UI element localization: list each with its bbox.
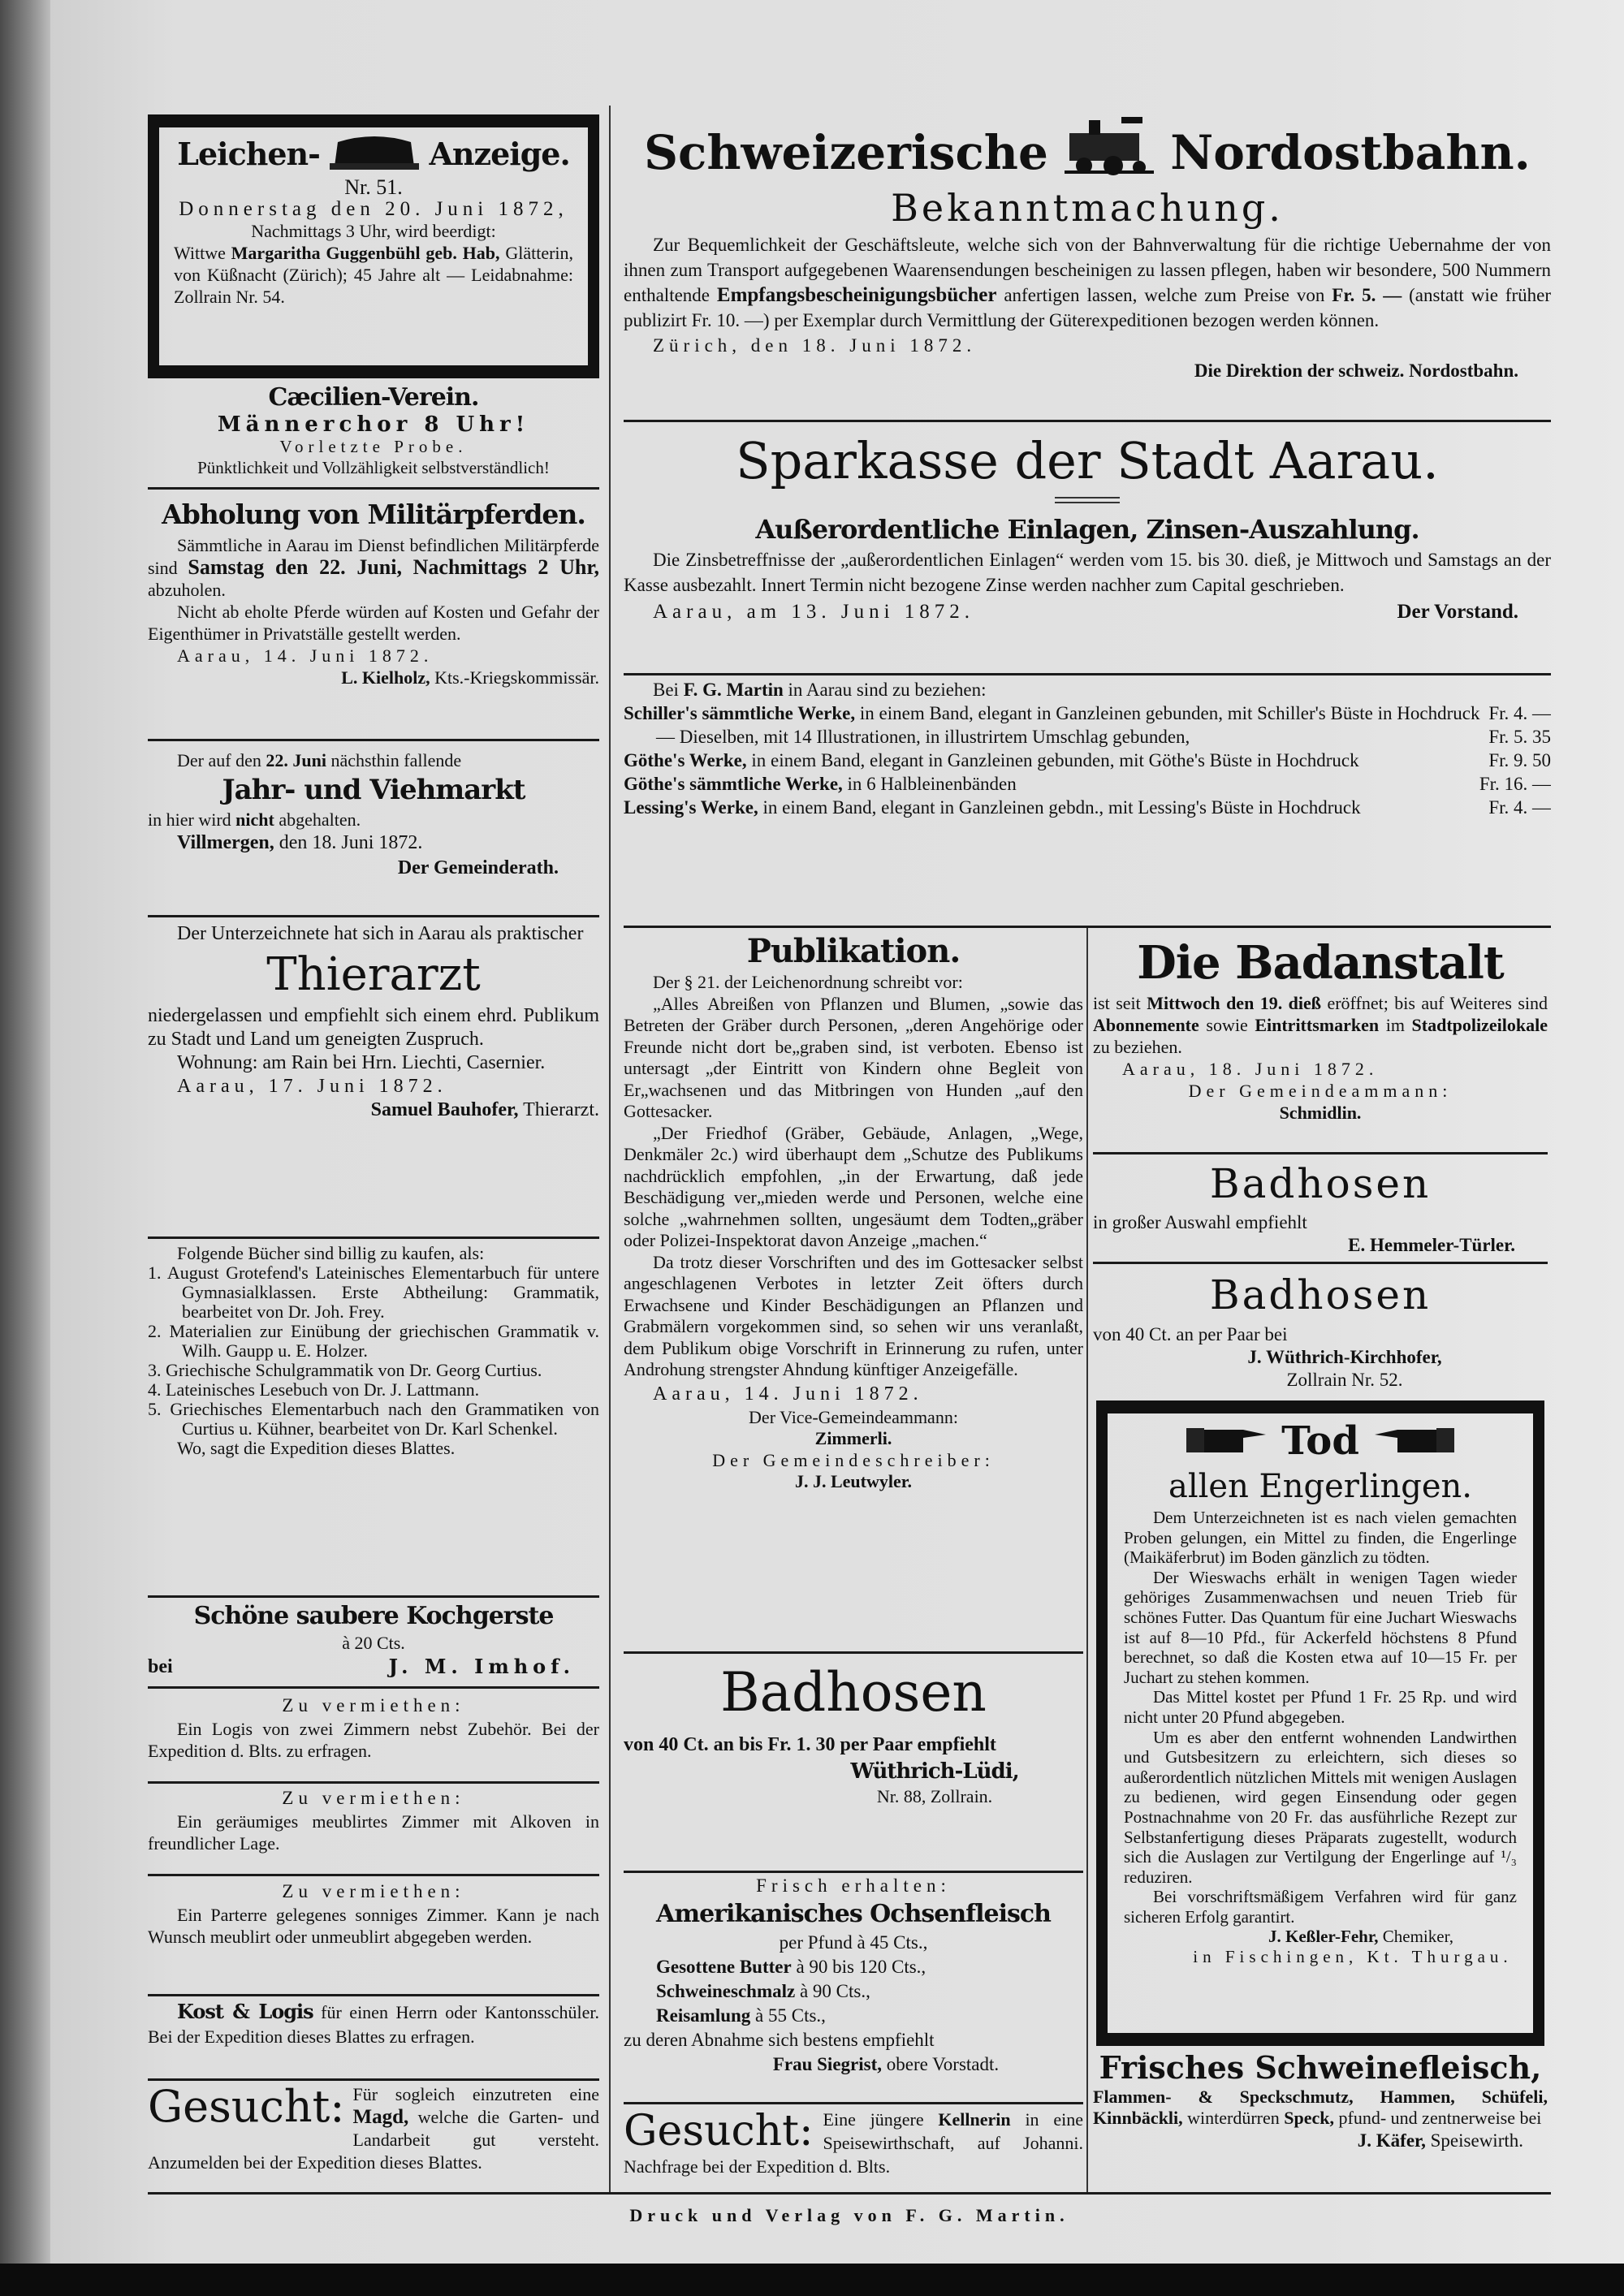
funeral-notice: Leichen- Anzeige. Nr. 51. Donnerstag den 20. Juni 1872, Nachmittags 3 Uhr, wird beerdigt: Wittwe Margaritha Guggenbühl geb. Hab, Glätterin, von Küßnacht (Zürich); 45 Jahre alt — Leidabnahme: Zollrain Nr. 54. <box>148 114 599 378</box>
pointing-hand-icon <box>1373 1422 1454 1457</box>
list-item: Schiller's sämmtliche Werke, in einem Band, elegant in Ganzleinen gebunden, mit Schiller's Büste in Hochdruck Fr. 4. — <box>624 703 1551 723</box>
divider <box>624 926 1551 928</box>
divider <box>624 420 1551 422</box>
caecilien-notice: Cæcilien-Verein. Männerchor 8 Uhr! Vorletzte Probe. Pünktlichkeit und Vollzähligkeit selbstverständlich! <box>197 383 550 477</box>
grub-killer-ad: Tod allen Engerlingen. Dem Unterzeichneten ist es nach vielen gemachten Proben gelungen, ein Mittel zu finden, die Engerlinge (Maikäferbrut) im Boden gänzlich zu tödten. Der Wieswachs erhält in wenigen Tagen wieder gehöriges Zusammenwachsen und neuen Trieb für schönes Futter. Das Quantum für eine Juchart Wieswachs ist auf 8—10 Pfd., für Ackerfeld höchstens 8 Pfund berechnet, so daß die Kosten etwa auf 10—15 Fr. per Juchart zu stehen kommen. Das Mittel kostet per Pfund 1 Fr. 25 Rp. und wird nicht unter 20 Pfund abgegeben. Um es aber den entfernt wohnenden Landwirthen und Gutsbesitzern zu erleichtern, sich dieses so außerordentlich nützlichen Mittels mit wenigen Auslagen zu bedienen, wird gegen Einsendung oder gegen Postnachnahme von 20 Fr. das ausführliche Rezept zur Selbstanfertigung dieses Präparats zugestellt, wodurch sich die Auslagen zur Vertilgung der Engerlinge auf ¹/₃ reduziren. Bei vorschriftsmäßigem Verfahren wird für ganz sicheren Erfolg garantirt. J. Keßler-Fehr, Chemiker, in Fischingen, Kt. Thurgau. <box>1096 1400 1544 2046</box>
fresh-goods-ad: Frisch erhalten: Amerikanisches Ochsenfleisch per Pfund à 45 Cts., Gesottene Butter à 90 bis 120 Cts., Schweineschmalz à 90 Cts., Reisamlung à 55 Cts., zu deren Abnahme sich bestens empfiehlt Frau Siegrist, obere Vorstadt. <box>624 1875 1051 2074</box>
divider <box>148 2192 1551 2195</box>
list-item: — Dieselben, mit 14 Illustrationen, in illustrirtem Umschlag gebunden, Fr. 5. 35 <box>656 727 1551 747</box>
divider <box>148 1994 599 1996</box>
list-item: 4. Lateinisches Lesebuch von Dr. J. Lattmann. <box>148 1379 480 1400</box>
locomotive-icon <box>1065 117 1154 175</box>
barley-ad: Schöne saubere Kochgerste à 20 Cts. bei J. M. Imhof. <box>148 1602 575 1678</box>
military-horses-notice: Abholung von Militärpferden. Sämmtliche in Aarau im Dienst befindlichen Militärpferde sind Samstag den 22. Juni, Nachmittags 2 Uhr, abzuholen. Nicht ab eholte Pferde würden auf Kosten und Gefahr der Eigenthümer in Privatställe gestellt werden. Aarau, 14. Juni 1872. L. Kielholz, Kts.-Kriegskommissär. <box>148 498 599 688</box>
divider <box>148 1595 599 1598</box>
divider <box>148 2078 599 2081</box>
bathing-trunks-ad: Badhosen von 40 Ct. an per Paar bei J. Wüthrich-Kirchhofer, Zollrain Nr. 52. <box>1093 1271 1442 1390</box>
divider <box>624 2102 1083 2104</box>
divider <box>148 1874 599 1876</box>
bathhouse-notice: Die Badanstalt ist seit Mittwoch den 19. dieß eröffnet; bis auf Weiteres sind Abonnemente sowie Eintrittsmarken im Stadtpolizeilokale zu beziehen. Aarau, 18. Juni 1872. Der Gemeindeammann: Schmidlin. <box>1093 936 1548 1123</box>
divider <box>1093 1152 1548 1154</box>
list-item: 3. Griechische Schulgrammatik von Dr. Georg Curtius. <box>148 1360 542 1380</box>
butcher-title: Speisewirth. <box>1430 2130 1523 2151</box>
notice-number: Nr. 51. <box>344 175 403 199</box>
veterinarian-notice: Der Unterzeichnete hat sich in Aarau als praktischer Thierarzt niedergelassen und empfiehlt sich einem ehrd. Publikum zu Stadt und Land um geneigten Zuspruch. Wohnung: am Rain bei Hrn. Liechti, Casernier. Aarau, 17. Juni 1872. Samuel Bauhofer, Thierarzt. <box>148 923 599 1120</box>
rent-ad: Zu vermiethen: Ein Parterre gelegenes sonniges Zimmer. Kann je nach Wunsch meublirt oder unmeublirt abgegeben werden. <box>148 1881 599 1947</box>
books-for-sale: Folgende Bücher sind billig zu kaufen, als: 1. August Grotefend's Lateinisches Elementarbuch für untere Gymnasialklassen. Erste Abtheilung: Grammatik, bearbeitet von Dr. Joh. Frey. 2. Materialien zur Einübung der griechischen Grammatik v. Wilh. Gaupp u. E. Holzer. 3. Griechische Schulgrammatik von Dr. Georg Curtius. 4. Lateinisches Lesebuch von Dr. J. Lattmann. 5. Griechisches Elementarbuch nach den Grammatiken von Curtius u. Kühner, bearbeitet von Dr. Karl Schenkel. Wo, sagt die Expedition dieses Blattes. <box>148 1244 599 1458</box>
nordostbahn-notice: Schweizerische Nordostbahn. Bekanntmachung. Zur Bequemlichkeit der Geschäftsleute, welche sich von der Bahnverwaltung für die richtige Uebernahme der von ihnen zum Transport aufgegebenen Waarensendungen bescheinigen zu lassen pflegen, haben wir besondere, 500 Nummern enthaltende Empfangsbescheinigungsbücher anfertigen lassen, welche zum Preise von Fr. 5. — (anstatt wie früher publizirt Fr. 10. —) per Exemplar durch Vermittlung der Güterexpeditionen bezogen werden können. Zürich, den 18. Juni 1872. Die Direktion der schweiz. Nordostbahn. <box>624 117 1551 416</box>
divider <box>148 915 599 917</box>
rent-ad: Zu vermiethen: Ein geräumiges meublirtes Zimmer mit Alkoven in freundlicher Lage. <box>148 1788 599 1854</box>
market-notice: Der auf den 22. Juni nächsthin fallende Jahr- und Viehmarkt in hier wird nicht abgehalten. Villmergen, den 18. Juni 1872. Der Gemeinderath. <box>148 750 559 878</box>
bathing-trunks-ad: Badhosen von 40 Ct. an bis Fr. 1. 30 per Paar empfiehlt Wüthrich-Lüdi, Nr. 88, Zollrain. <box>624 1661 1019 1806</box>
board-lodging-ad: Kost & Logis für einen Herrn oder Kantonsschüler. Bei der Expedition dieses Blattes zu erfragen. <box>148 2000 599 2047</box>
scan-bottom-edge <box>0 2264 1624 2296</box>
list-item: 1. August Grotefend's Lateinisches Elementarbuch für untere Gymnasialklassen. Erste Abtheilung: Grammatik, bearbeitet von Dr. Joh. Frey. <box>148 1262 599 1322</box>
list-item: 2. Materialien zur Einübung der griechischen Grammatik v. Wilh. Gaupp u. E. Holzer. <box>148 1321 599 1361</box>
bathing-trunks-ad: Badhosen in großer Auswahl empfiehlt E. Hemmeler-Türler. <box>1093 1160 1515 1255</box>
pointing-hand-icon <box>1186 1422 1268 1457</box>
divider <box>148 1686 599 1689</box>
hearse-icon <box>330 134 419 170</box>
wanted-maid-ad: Gesucht: Für sogleich einzutreten eine Magd, welche die Garten- und Landarbeit gut versteht. Anzumelden bei der Expedition dieses Blattes. <box>148 2083 599 2173</box>
divider <box>148 739 599 741</box>
divider <box>148 487 599 490</box>
wanted-waitress-ad: Gesucht: Eine jüngere Kellnerin in eine Speisewirthschaft, auf Johanni. Nachfrage bei der Expedition d. Blts. <box>624 2108 1083 2177</box>
column-rule <box>609 106 611 2192</box>
list-item: 5. Griechisches Elementarbuch nach den Grammatiken von Curtius u. Kühner, bearbeitet von Dr. Karl Schenkel. <box>148 1399 599 1439</box>
list-item: Lessing's Werke, in einem Band, elegant in Ganzleinen gebdn., mit Lessing's Büste in Hochdruck Fr. 4. — <box>624 797 1551 818</box>
deceased-name: Margaritha Guggenbühl geb. Hab, <box>231 243 500 263</box>
pork-ad: Frisches Schweinefleisch, Flammen- & Speckschmutz, Hammen, Schüfeli, Kinnbäckli, winterdürren Speck, pfund- und zentnerweise bei J. Käfer, Speisewirth. <box>1093 2049 1548 2151</box>
scan-left-edge <box>0 0 50 2296</box>
butcher-name: J. Käfer, <box>1357 2130 1426 2151</box>
list-item: Göthe's sämmtliche Werke, in 6 Halbleinenbänden Fr. 16. — <box>624 774 1551 794</box>
divider <box>624 1871 1083 1873</box>
funeral-title: Leichen- <box>177 136 320 172</box>
imprint: Druck und Verlag von F. G. Martin. <box>629 2205 1069 2225</box>
column-rule <box>1086 927 1088 2192</box>
publication-notice: Publikation. Der § 21. der Leichenordnung schreibt vor: „Alles Abreißen von Pflanzen und Blumen, „sowie das Betreten der Gräber durch Personen, „deren Angehörige oder Freunde nicht dort be„graben sind, ist verboten. Ebenso ist untersagt „der Eintritt von Kindern ohne Begleit von Er„wachsenen und das Mitbringen von Hunden „auf den Gottesacker. „Der Friedhof (Gräber, Gebäude, Anlagen, „Wege, Denkmäler 2c.) wird überhaupt dem „Schutze des Publikums nachdrücklich empfohlen, „in der Erwartung, daß jede Beschädigung ver„mieden werde und Personen, welche eine solche „wahrnehmen sollten, ungesäumt dem Todten„gräber oder Polizei-Inspektorat davon Anzeige „machen.“ Da trotz dieser Vorschriften und des im Gottesacker selbst angeschlagenen Verbotes in letzter Zeit öfters durch Erwachsene und Kinder Beschädigungen an Pflanzen und Grabmälern vorgekommen sind, so sehen wir uns veranlaßt, dem Publikum obige Vorschrift in Erinnerung zu rufen, unter Androhung strengster Ahndung künftiger Anzeigefälle. Aarau, 14. Juni 1872. Der Vice-Gemeindeammann: Zimmerli. Der Gemeindeschreiber: J. J. Leutwyler. <box>624 932 1083 1491</box>
divider <box>1055 497 1120 503</box>
rent-ad: Zu vermiethen: Ein Logis von zwei Zimmern nebst Zubehör. Bei der Expedition d. Blts. zu erfragen. <box>148 1695 599 1761</box>
divider <box>624 673 1551 675</box>
sparkasse-notice: Sparkasse der Stadt Aarau. Außerordentliche Einlagen, Zinsen-Auszahlung. Die Zinsbetreffnisse der „außerordentlichen Einlagen“ werden vom 15. bis 30. dieß, je Mittwoch und Samstags an der Kasse ausbezahlt. Innert Termin nicht bezogene Zinse werden nachher zum Capital geschrieben. Aarau, am 13. Juni 1872. Der Vorstand. <box>624 431 1551 623</box>
divider <box>148 1781 599 1784</box>
divider <box>1093 1262 1548 1264</box>
list-item: Göthe's Werke, in einem Band, elegant in Ganzleinen gebunden, mit Göthe's Büste in Hochdruck Fr. 9. 50 <box>624 750 1551 770</box>
divider <box>148 1236 599 1239</box>
martin-books-ad: Bei F. G. Martin in Aarau sind zu beziehen: Schiller's sämmtliche Werke, in einem Band, elegant in Ganzleinen gebunden, mit Schiller's Büste in Hochdruck Fr. 4. — — Dieselben, mit 14 Illustrationen, in illustrirtem Umschlag gebunden, Fr. 5. 35 Göthe's Werke, in einem Band, elegant in Ganzleinen gebunden, mit Göthe's Büste in Hochdruck Fr. 9. 50 Göthe's sämmtliche Werke, in 6 Halbleinenbänden Fr. 16. — Lessing's Werke, in einem Band, elegant in Ganzleinen gebdn., mit Lessing's Büste in Hochdruck Fr. 4. — <box>624 680 1551 818</box>
